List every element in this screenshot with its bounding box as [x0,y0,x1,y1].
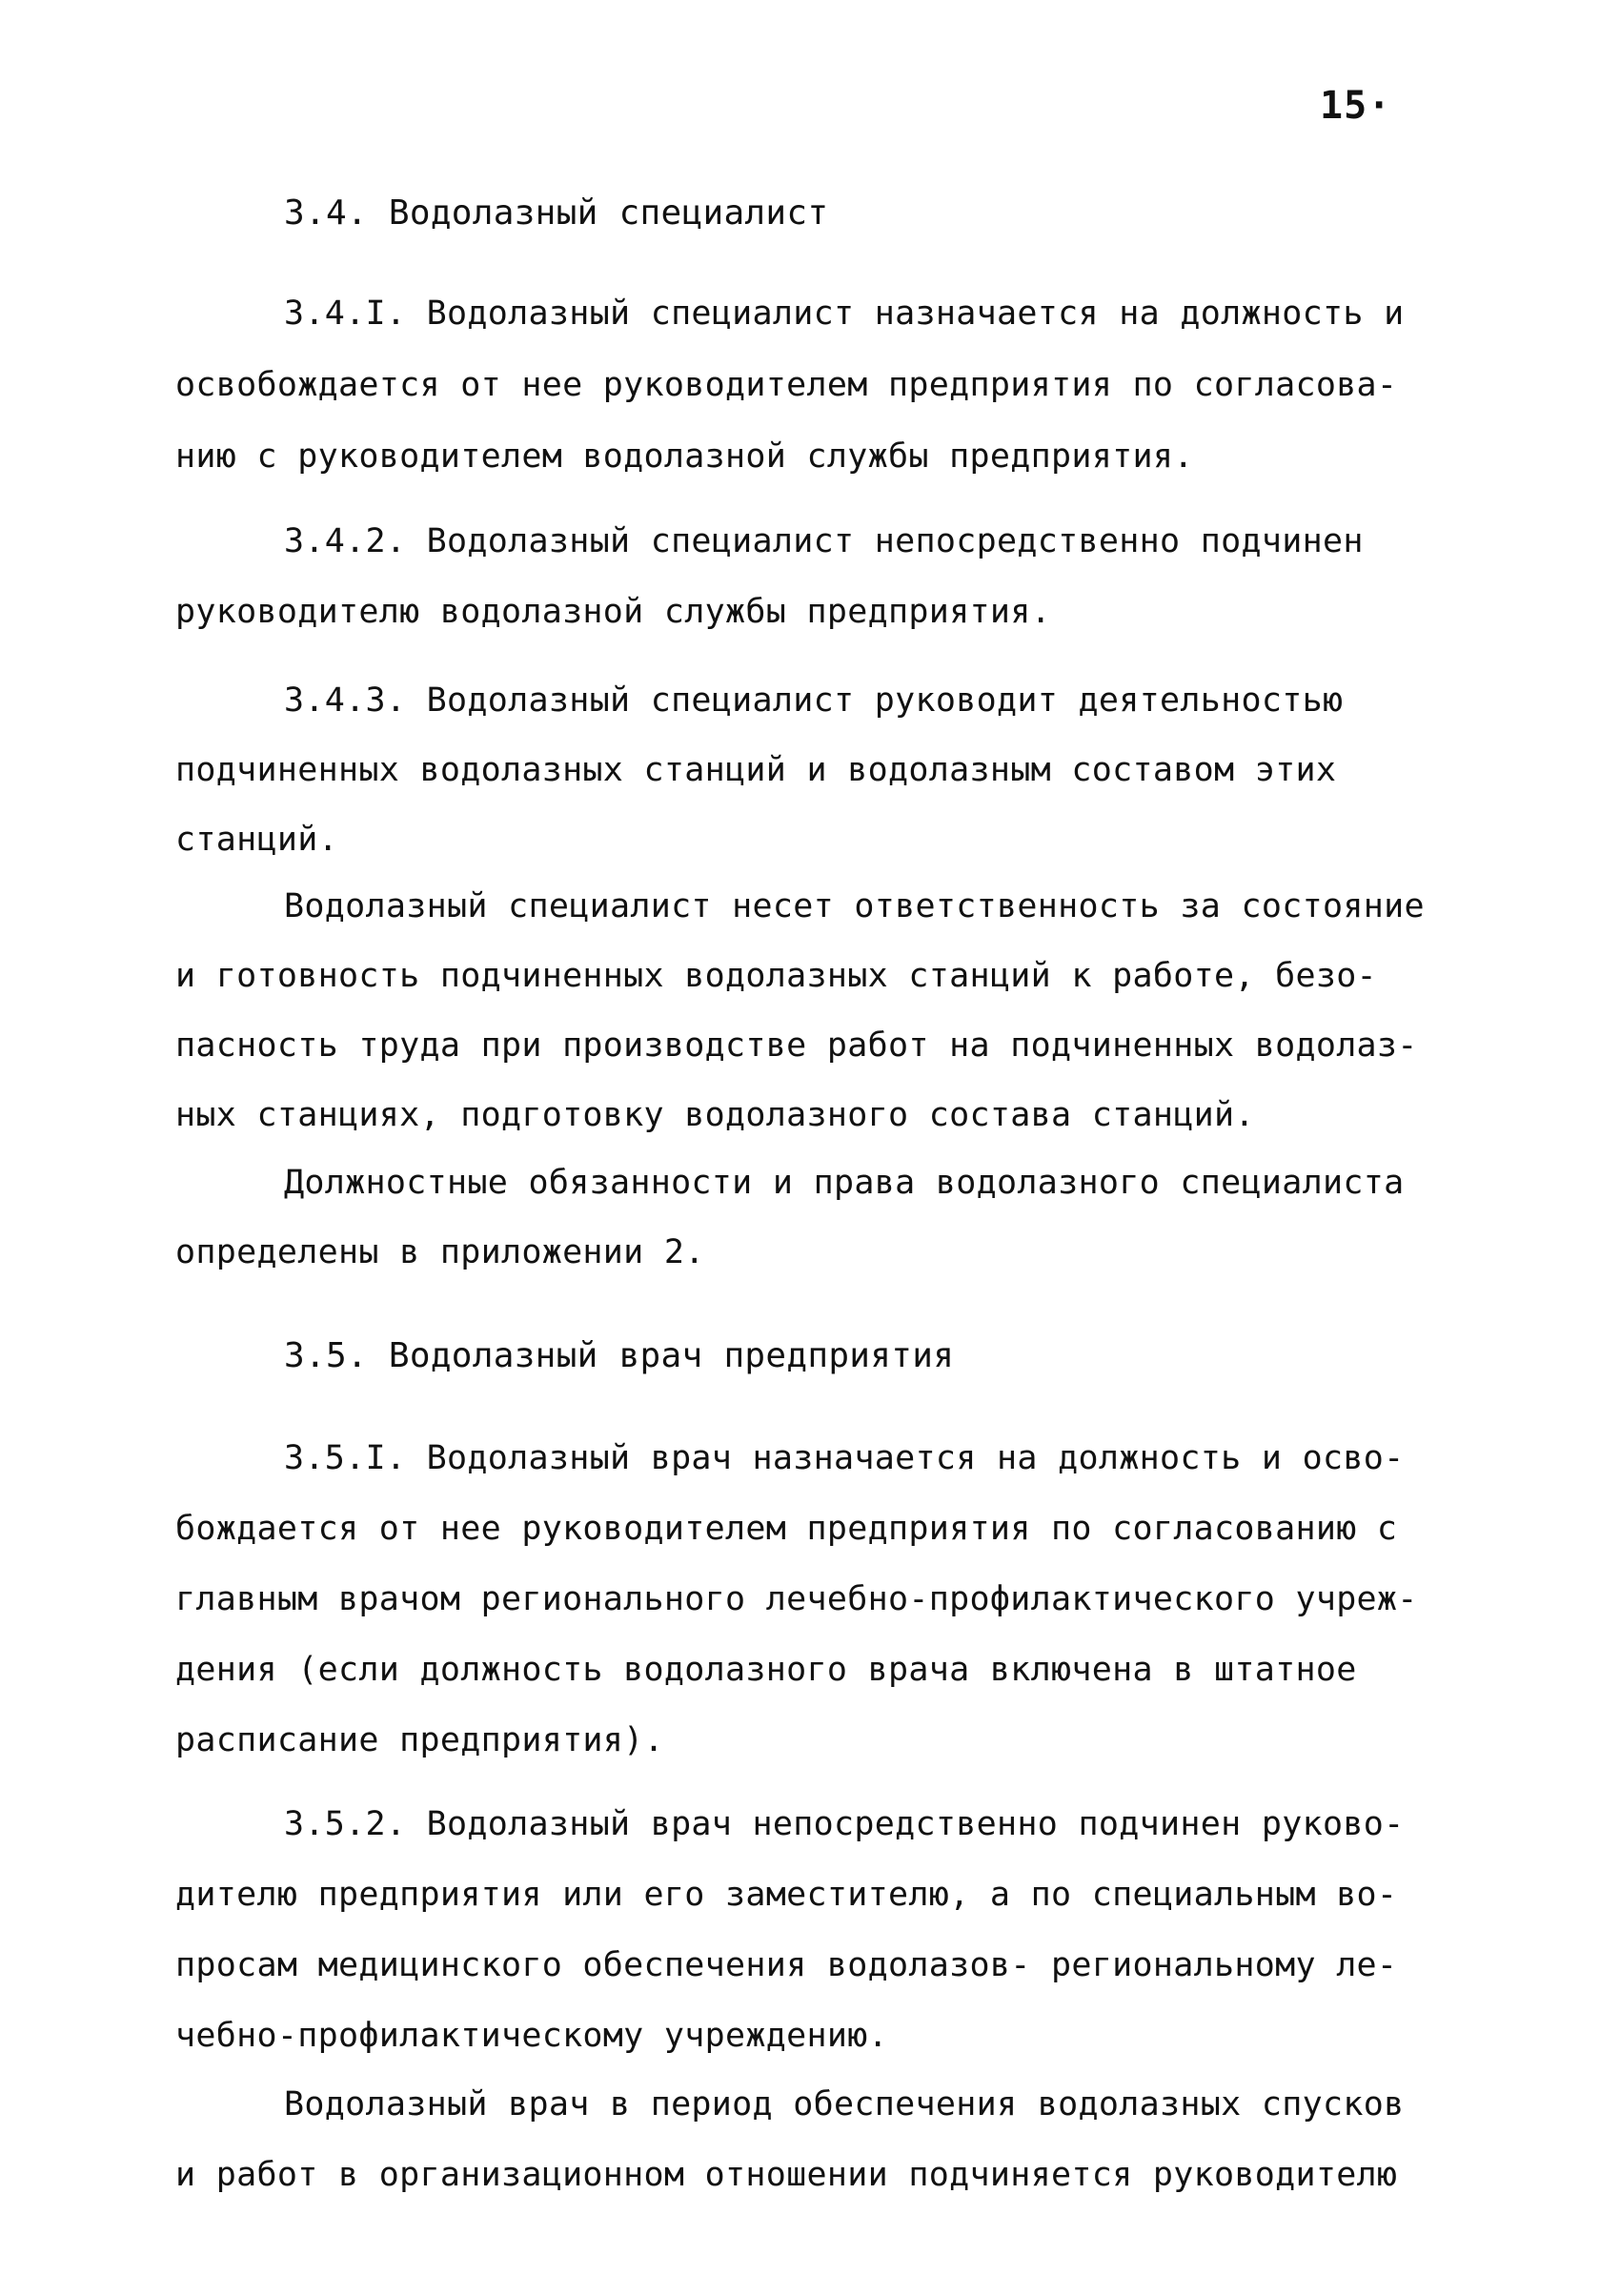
text-line: дения (если должность водолазного врача включена в штатное [175,1651,1357,1689]
section-heading-3-5: 3.5. Водолазный врач предприятия [284,1336,955,1375]
text-line: расписание предприятия). [175,1721,664,1759]
text-line: освобождается от нее руководителем предприятия по согласова- [175,366,1398,404]
text-line: главным врачом регионального лечебно-профилактического учреж- [175,1580,1418,1618]
text-line: 3.5.I. Водолазный врач назначается на должность и осво- [284,1439,1405,1477]
text-line: 3.5.2. Водолазный врач непосредственно подчинен руково- [284,1805,1405,1843]
text-line: Должностные обязанности и права водолазного специалиста [284,1164,1405,1202]
section-heading-3-4: 3.4. Водолазный специалист [284,193,829,233]
text-line: бождается от нее руководителем предприятия по согласованию с [175,1510,1398,1548]
text-line: дителю предприятия или его заместителю, а по специальным во- [175,1876,1398,1914]
text-line: 3.4.2. Водолазный специалист непосредственно подчинен [284,522,1364,560]
text-line: чебно-профилактическому учреждению. [175,2017,889,2055]
page-number: 15· [1320,84,1392,128]
text-line: 3.4.I. Водолазный специалист назначается на должность и [284,295,1405,333]
text-line: 3.4.3. Водолазный специалист руководит деятельностью [284,681,1344,720]
text-line: нию с руководителем водолазной службы предприятия. [175,437,1194,476]
text-line: и готовность подчиненных водолазных станций к работе, безо- [175,957,1377,995]
text-line: руководителю водолазной службы предприятия. [175,593,1051,631]
text-line: станций. [175,821,338,859]
text-line: пасность труда при производстве работ на подчиненных водолаз- [175,1026,1418,1065]
text-line: подчиненных водолазных станций и водолазным составом этих [175,751,1337,789]
text-line: Водолазный специалист несет ответственность за состояние [284,887,1425,925]
text-line: и работ в организационном отношении подчиняется руководителю [175,2156,1398,2194]
text-line: Водолазный врач в период обеспечения водолазных спусков [284,2085,1405,2123]
text-line: определены в приложении 2. [175,1233,705,1271]
text-line: просам медицинского обеспечения водолазов- региональному ле- [175,1946,1398,1984]
text-line: ных станциях, подготовку водолазного состава станций. [175,1096,1255,1134]
